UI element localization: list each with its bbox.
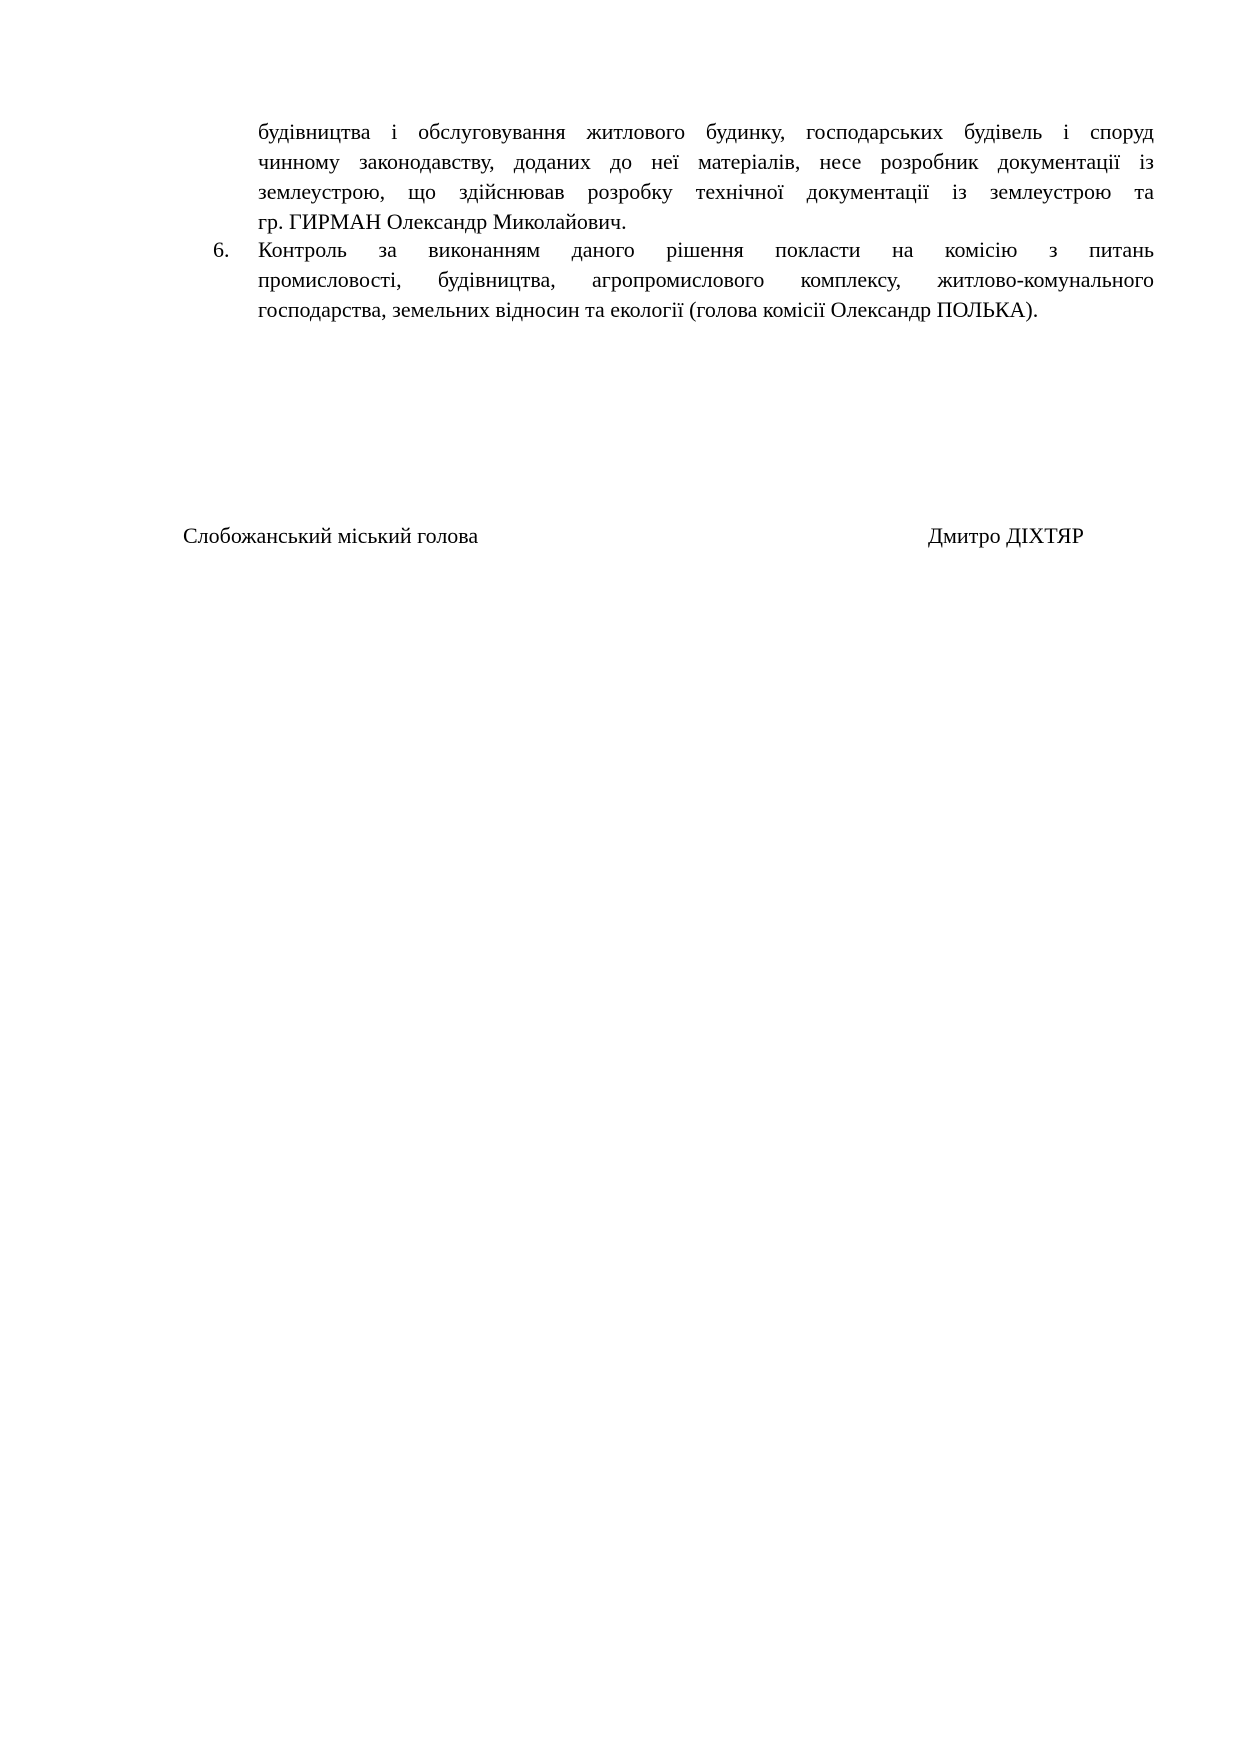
- paragraph-line: гр. ГИРМАН Олександр Миколайович.: [258, 209, 627, 234]
- signature-name: Дмитро ДІХТЯР: [928, 523, 1084, 548]
- paragraph-line: чинному законодавству, доданих до неї матеріалів, несе розробник документації із: [258, 149, 1154, 174]
- list-item-line: Контроль за виконанням даного рішення покласти на комісію з питань: [258, 237, 1154, 262]
- paragraph-line: будівництва і обслуговування житлового будинку, господарських будівель і споруд: [258, 119, 1154, 144]
- list-item-line: господарства, земельних відносин та екології (голова комісії Олександр ПОЛЬКА).: [258, 297, 1039, 322]
- list-item-number: 6.: [213, 237, 230, 262]
- signature-position: Слобожанський міський голова: [183, 523, 479, 548]
- paragraph-line: землеустрою, що здійснював розробку технічної документації із землеустрою та: [258, 179, 1154, 204]
- list-item-line: промисловості, будівництва, агропромислового комплексу, житлово-комунального: [258, 267, 1154, 292]
